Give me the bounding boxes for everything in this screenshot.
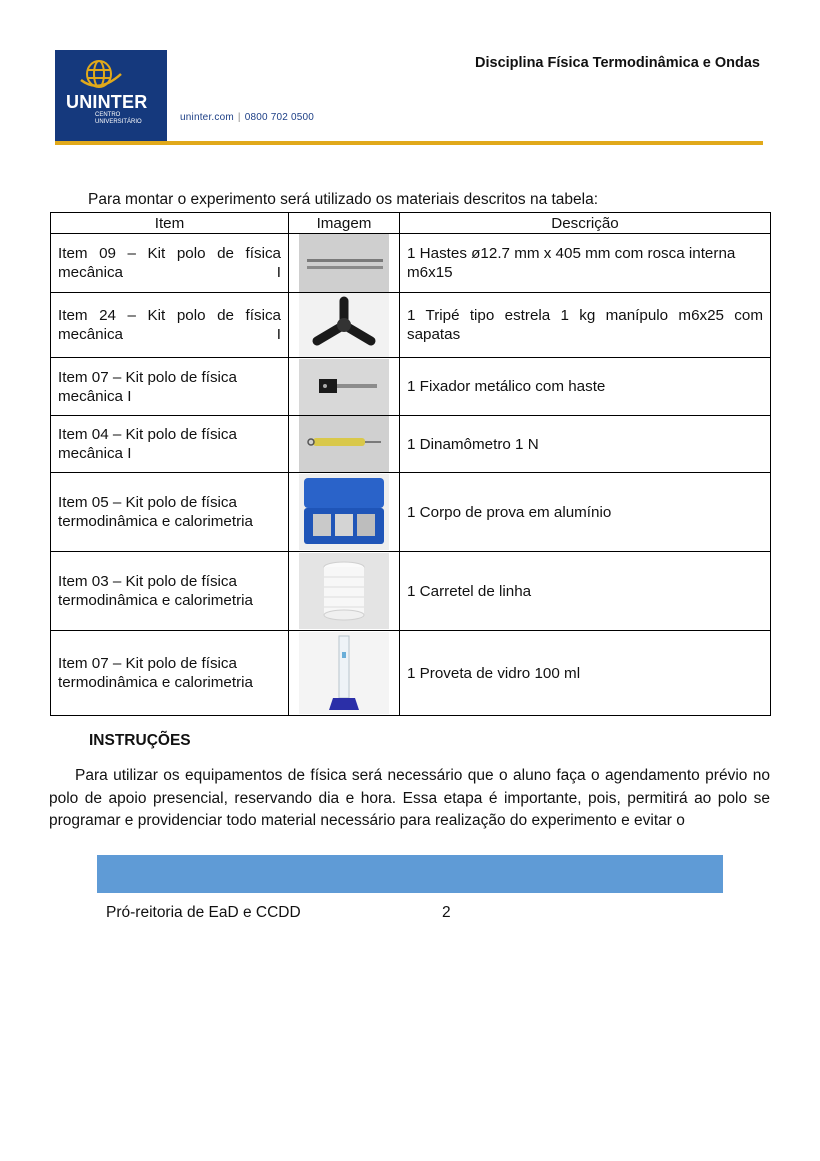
star-tripod-image	[299, 293, 389, 357]
row-image	[289, 293, 400, 358]
materials-table	[50, 212, 771, 716]
row-description: 1 Proveta de vidro 100 ml	[400, 631, 771, 716]
table-row	[51, 473, 771, 552]
metal-fixer-image	[299, 359, 389, 415]
row-image	[289, 473, 400, 552]
row-image	[289, 416, 400, 473]
metal-rods-image	[299, 234, 389, 292]
row-description: 1 Tripé tipo estrela 1 kg manípulo m6x25 com sapatas	[400, 293, 771, 358]
table-row	[51, 358, 771, 416]
table-row	[51, 234, 771, 293]
row-description: 1 Fixador metálico com haste	[400, 358, 771, 416]
uninter-logo	[55, 50, 167, 142]
contact-phone: 0800 702 0500	[244, 112, 315, 123]
row-item: Item 05 – Kit polo de física termodinâmica e calorimetria	[51, 473, 289, 552]
row-item: Item 03 – Kit polo de física termodinâmica e calorimetria	[51, 552, 289, 631]
row-image	[289, 358, 400, 416]
row-description: 1 Dinamômetro 1 N	[400, 416, 771, 473]
row-item: Item 09 – Kit polo de física mecânica I	[51, 234, 289, 293]
table-row	[51, 552, 771, 631]
contact-info	[180, 112, 314, 123]
header-item: Item	[51, 213, 289, 234]
row-description: 1 Carretel de linha	[400, 552, 771, 631]
row-item: Item 24 – Kit polo de física mecânica I	[51, 293, 289, 358]
dynamometer-image	[299, 416, 389, 472]
row-item: Item 07 – Kit polo de física mecânica I	[51, 358, 289, 416]
footer-text: Pró-reitoria de EaD e CCDD	[106, 904, 301, 921]
table-row	[51, 631, 771, 716]
row-item: Item 07 – Kit polo de física termodinâmica e calorimetria	[51, 631, 289, 716]
table-row	[51, 293, 771, 358]
table-header-row	[51, 213, 771, 234]
table-row	[51, 416, 771, 473]
footer-bar	[97, 855, 723, 893]
header-description: Descrição	[400, 213, 771, 234]
intro-text: Para montar o experimento será utilizado os materiais descritos na tabela:	[88, 191, 599, 208]
contact-site: uninter.com	[180, 112, 234, 123]
instructions-title: INSTRUÇÕES	[89, 732, 191, 749]
header-image: Imagem	[289, 213, 400, 234]
contact-separator: |	[237, 112, 241, 123]
row-image	[289, 234, 400, 293]
header-divider	[55, 141, 763, 145]
instructions-paragraph: Para utilizar os equipamentos de física será necessário que o aluno faça o agendamento prévio no polo de apoio presencial, reservando dia e hora. Essa etapa é importante, pois, permitirá ao polo se programar e providenciar todo material necessário para realização do experimento e evitar o	[49, 767, 770, 829]
row-description: 1 Hastes ø12.7 mm x 405 mm com rosca interna m6x15	[400, 234, 771, 293]
logo-subtitle: CENTRO UNIVERSITÁRIO	[95, 112, 142, 125]
graduated-cylinder-image	[299, 632, 389, 714]
row-description: 1 Corpo de prova em alumínio	[400, 473, 771, 552]
page-number: 2	[442, 904, 451, 921]
thread-spool-image	[299, 553, 389, 629]
row-item: Item 04 – Kit polo de física mecânica I	[51, 416, 289, 473]
logo-name: UNINTER	[66, 92, 148, 112]
row-image	[289, 631, 400, 716]
row-image	[289, 552, 400, 631]
discipline-title: Disciplina Física Termodinâmica e Ondas	[475, 55, 760, 71]
aluminum-specimen-box-image	[299, 474, 389, 550]
